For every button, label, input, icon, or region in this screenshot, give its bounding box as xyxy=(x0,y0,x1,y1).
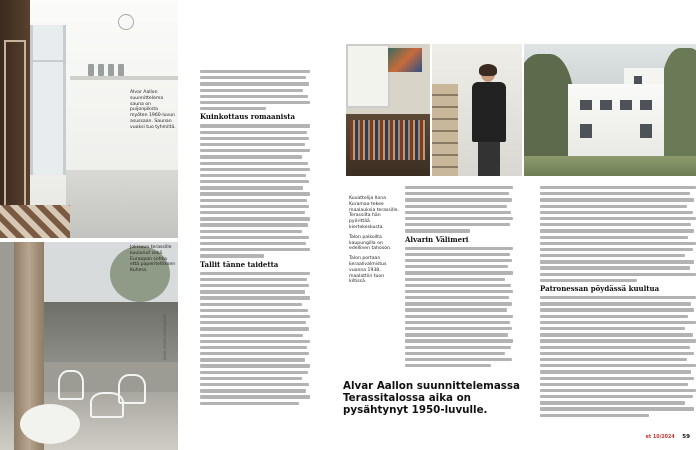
painting xyxy=(388,48,422,72)
photo-woman xyxy=(432,44,522,176)
caption-woman xyxy=(349,196,399,285)
subhead-3: Alvarin Välimeri xyxy=(405,234,469,244)
body-column-center xyxy=(405,186,513,370)
body-column-right xyxy=(540,186,696,420)
caption-woman-3: Talon portaan keraalivalmistus vuonna 1938, maalattiin tuon kiltissä. xyxy=(349,256,387,285)
caption-kitchen: Alvar Aallon suunnittelema sauna on puijonpiksta myöten 1960-luvun asussaan. Saunan vuoksi tuo tyhmiltä. xyxy=(130,90,176,130)
caption-woman-2: Talon paikoilta kaupungilla on edellinen tahoson. xyxy=(349,234,392,252)
photo-house xyxy=(524,44,696,176)
subhead-4: Patronessan pöydässä kuultua xyxy=(540,284,660,294)
subhead-2: Tallit tänne taidetta xyxy=(200,259,279,269)
magazine-issue: et 10/2024 xyxy=(645,435,675,440)
caption-woman-1: Kuvattelija Ilona Kuramaa tekee maalauksia terassille. Terassilta hän pyörittää kiertokeskusta. xyxy=(349,196,399,230)
body-column-left xyxy=(200,70,310,408)
pull-quote: Alvar Aallon suunnittelemassa Terassitalossa aika on pysähtynyt 1950-luvulle. xyxy=(343,380,520,416)
caption-terrace: Jokisuun terassille kuulunut sekä Euraopan sohka että paperiteltiksen Kuhma. xyxy=(130,245,176,274)
subhead-1: Kuinkottaus romaanista xyxy=(200,112,296,122)
page-number: 59 xyxy=(682,434,690,440)
wall-clock xyxy=(118,14,134,30)
page-footer xyxy=(604,434,690,440)
photo-bookshelf xyxy=(346,44,430,176)
photo-credit: KUVA: RIIKKA KANTINKOSKI xyxy=(163,313,167,360)
